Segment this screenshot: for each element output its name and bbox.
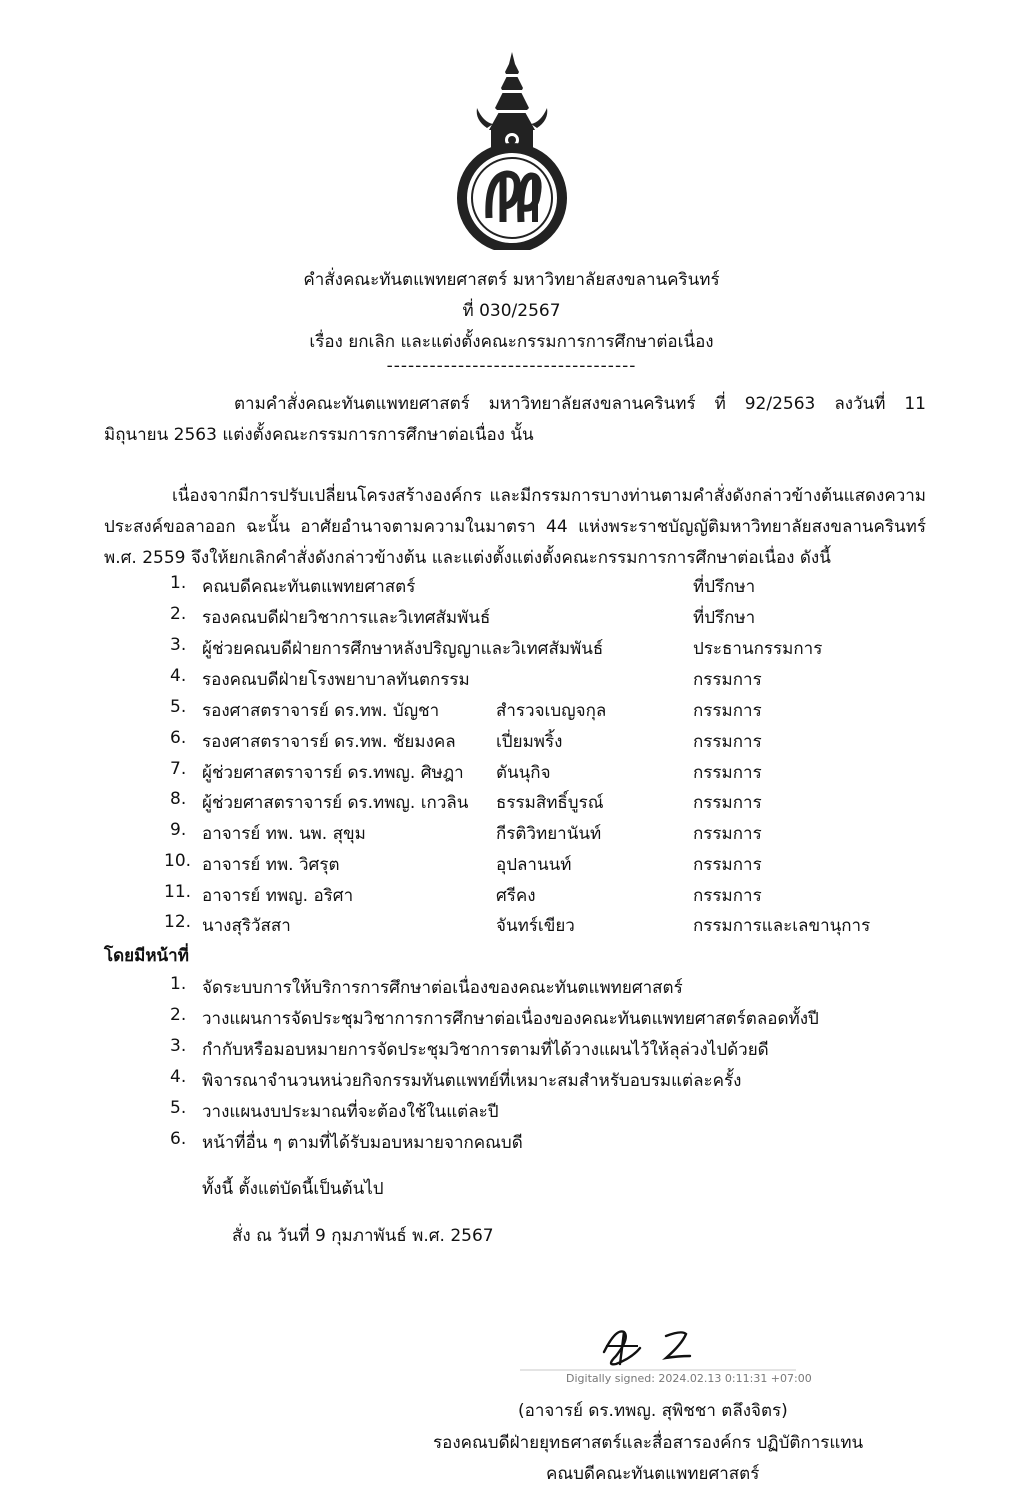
member-name: อาจารย์ ทพ. วิศรุต (202, 855, 340, 875)
member-role: กรรมการ (693, 670, 762, 690)
member-surname: ธรรมสิทธิ์บูรณ์ (496, 793, 604, 813)
member-role: กรรมการ (693, 824, 762, 844)
duty-text: กำกับหรือมอบหมายการจัดประชุมวิชาการตามที่ได้วางแผนไว้ให้ลุล่วงไปด้วยดี (202, 1040, 769, 1060)
order-subject: เรื่อง ยกเลิก และแต่งตั้งคณะกรรมการการศึกษาต่อเนื่อง (309, 332, 714, 352)
member-role: กรรมการ (693, 886, 762, 906)
duty-item (0, 1129, 1023, 1159)
member-role: กรรมการ (693, 855, 762, 875)
member-name: รองคณบดีฝ่ายวิชาการและวิเทศสัมพันธ์ (202, 608, 491, 628)
member-surname: จันทร์เขียว (496, 916, 575, 936)
member-name: คณบดีคณะทันตแพทยศาสตร์ (202, 577, 416, 597)
member-row (0, 789, 1023, 819)
member-number: 11. (164, 882, 192, 902)
duty-number: 1. (170, 974, 187, 994)
member-surname: สำรวจเบญจกุล (496, 701, 607, 721)
member-role: กรรมการ (693, 763, 762, 783)
paragraph-reference (104, 389, 926, 451)
duties-heading: โดยมีหน้าที่ (104, 946, 189, 966)
member-role: กรรมการ (693, 701, 762, 721)
duty-item (0, 1098, 1023, 1128)
member-name: ผู้ช่วยศาสตราจารย์ ดร.ทพญ. ศิษฎา (202, 763, 464, 783)
member-surname: กีรติวิทยานันท์ (496, 824, 602, 844)
order-date: สั่ง ณ วันที่ 9 กุมภาพันธ์ พ.ศ. 2567 (232, 1226, 494, 1246)
duty-item (0, 1067, 1023, 1097)
member-row (0, 882, 1023, 912)
duty-item (0, 974, 1023, 1004)
member-role: ที่ปรึกษา (693, 577, 756, 597)
signer-name: (อาจารย์ ดร.ทพญ. สุพิชชา ตลึงจิตร) (518, 1401, 788, 1421)
digital-signature-stamp: Digitally signed: 2024.02.13 0:11:31 +07:00 (566, 1372, 812, 1385)
duty-number: 2. (170, 1005, 187, 1025)
duty-text: จัดระบบการให้บริการการศึกษาต่อเนื่องของคณะทันตแพทยศาสตร์ (202, 978, 683, 998)
order-title: คำสั่งคณะทันตแพทยศาสตร์ มหาวิทยาลัยสงขลานครินทร์ (303, 270, 720, 290)
paragraph-reason (104, 481, 926, 574)
member-name: รองคณบดีฝ่ายโรงพยาบาลทันตกรรม (202, 670, 470, 690)
member-number: 3. (170, 635, 187, 655)
duty-text: วางแผนงบประมาณที่จะต้องใช้ในแต่ละปี (202, 1102, 499, 1122)
member-number: 2. (170, 604, 187, 624)
header-separator: ----------------------------------- (386, 356, 637, 376)
member-role: ที่ปรึกษา (693, 608, 756, 628)
member-role: ประธานกรรมการ (693, 639, 823, 659)
member-row (0, 635, 1023, 665)
member-number: 10. (164, 851, 192, 871)
university-seal-icon (447, 50, 577, 250)
member-surname: อุปลานนท์ (496, 855, 572, 875)
member-number: 6. (170, 728, 187, 748)
member-name: รองศาสตราจารย์ ดร.ทพ. ชัยมงคล (202, 732, 456, 752)
member-role: กรรมการและเลขานุการ (693, 916, 871, 936)
member-name: อาจารย์ ทพญ. อริศา (202, 886, 354, 906)
member-row (0, 604, 1023, 634)
member-name: ผู้ช่วยคณบดีฝ่ายการศึกษาหลังปริญญาและวิเทศสัมพันธ์ (202, 639, 604, 659)
member-row (0, 759, 1023, 789)
member-role: กรรมการ (693, 793, 762, 813)
member-number: 5. (170, 697, 187, 717)
paragraph-reason-text: เนื่องจากมีการปรับเปลี่ยนโครงสร้างองค์กร และมีกรรมการบางท่านตามคำสั่งดังกล่าวข้างต้นแสดงความประสงค์ขอลาออก ฉะนั้น อาศัยอำนาจตามความในมาตรา 44 แห่งพระราชบัญญัติมหาวิทยาลัยสงขลานครินทร์ พ.ศ. 2559 จึงให้ยกเลิกคำสั่งดังกล่าวข้างต้น และแต่งตั้งแต่งตั้งคณะกรรมการการศึกษาต่อเนื่อง ดังนี้ (104, 486, 926, 568)
member-number: 8. (170, 789, 187, 809)
member-surname: เปี่ยมพริ้ง (496, 732, 563, 752)
member-row (0, 666, 1023, 696)
member-name: ผู้ช่วยศาสตราจารย์ ดร.ทพญ. เกวลิน (202, 793, 469, 813)
member-row (0, 573, 1023, 603)
member-name: รองศาสตราจารย์ ดร.ทพ. บัญชา (202, 701, 440, 721)
member-row (0, 728, 1023, 758)
signer-on-behalf: คณบดีคณะทันตแพทยศาสตร์ (546, 1464, 760, 1484)
member-row (0, 820, 1023, 850)
member-name: อาจารย์ ทพ. นพ. สุขุม (202, 824, 366, 844)
member-number: 12. (164, 912, 192, 932)
duty-number: 6. (170, 1129, 187, 1149)
member-number: 4. (170, 666, 187, 686)
duty-number: 4. (170, 1067, 187, 1087)
signer-position: รองคณบดีฝ่ายยุทธศาสตร์และสื่อสารองค์กร ปฏิบัติการแทน (433, 1433, 864, 1453)
duty-number: 5. (170, 1098, 187, 1118)
duty-item (0, 1036, 1023, 1066)
member-number: 1. (170, 573, 187, 593)
duty-text: หน้าที่อื่น ๆ ตามที่ได้รับมอบหมายจากคณบดี (202, 1133, 523, 1153)
member-row (0, 912, 1023, 942)
order-number: ที่ 030/2567 (462, 301, 561, 321)
member-surname: ตันนุกิจ (496, 763, 551, 783)
member-number: 9. (170, 820, 187, 840)
member-name: นางสุริวัสสา (202, 916, 291, 936)
member-row (0, 851, 1023, 881)
member-row (0, 697, 1023, 727)
duty-item (0, 1005, 1023, 1035)
member-number: 7. (170, 759, 187, 779)
member-surname: ศรีคง (496, 886, 536, 906)
duty-text: พิจารณาจำนวนหน่วยกิจกรรมทันตแพทย์ที่เหมาะสมสำหรับอบรมแต่ละครั้ง (202, 1071, 742, 1091)
member-role: กรรมการ (693, 732, 762, 752)
duty-text: วางแผนการจัดประชุมวิชาการการศึกษาต่อเนื่องของคณะทันตแพทยศาสตร์ตลอดทั้งปี (202, 1009, 819, 1029)
paragraph-reference-text: ตามคำสั่งคณะทันตแพทยศาสตร์ มหาวิทยาลัยสงขลานครินทร์ ที่ 92/2563 ลงวันที่ 11 มิถุนายน 2563 แต่งตั้งคณะกรรมการการศึกษาต่อเนื่อง นั้น (104, 394, 926, 445)
duty-number: 3. (170, 1036, 187, 1056)
effective-statement: ทั้งนี้ ตั้งแต่บัดนี้เป็นต้นไป (202, 1179, 384, 1199)
